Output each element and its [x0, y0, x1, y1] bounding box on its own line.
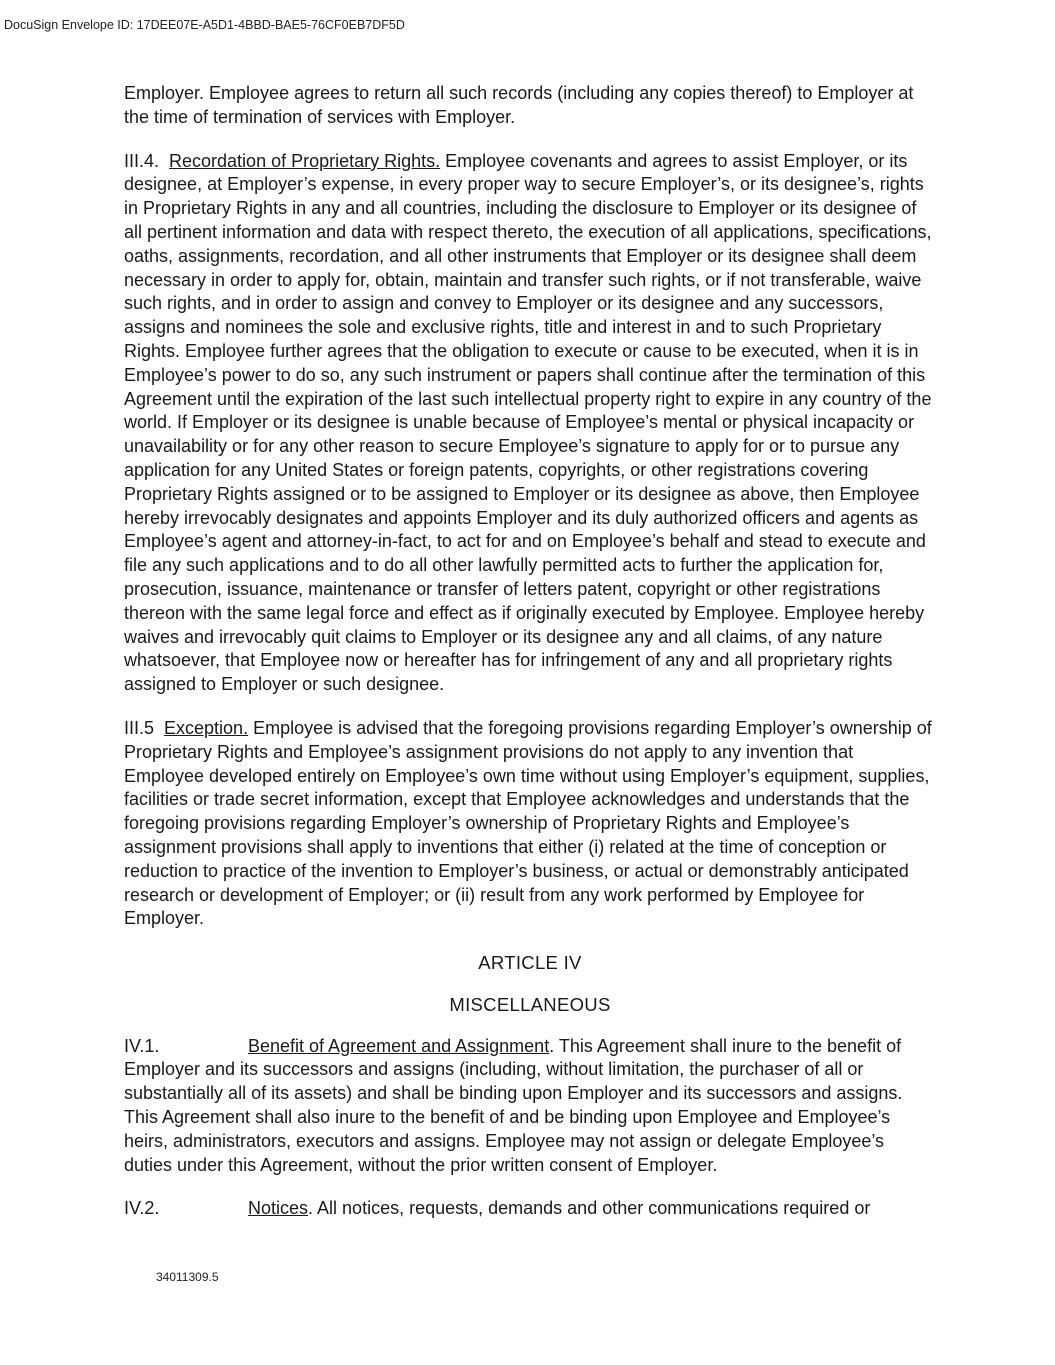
article-title: ARTICLE IV	[478, 952, 582, 974]
section-iii-5	[124, 717, 936, 931]
document-number: 34011309.5	[156, 1270, 219, 1284]
section-number: IV.2.	[124, 1198, 160, 1219]
section-body: Employee covenants and agrees to assist Employer, or its designee, at Employer’s expense, in every proper way to secure Employer’s, or its designee’s, rights in Proprietary Rights in any and all countries, including the disclosure to Employer or its designee of all pertinent information and data with respect thereto, the execution of all applications, specifications, oaths, assignments, recordation, and all other instruments that Employer or its designee shall deem necessary in order to apply for, obtain, maintain and transfer such rights, or if not transferable, waive such rights, and in order to assign and convey to Employer or its designee and any successors, assigns and nominees the sole and exclusive rights, title and interest in and to such Proprietary Rights. Employee further agrees that the obligation to execute or cause to be executed, when it is in Employee’s power to do so, any such instrument or papers shall continue after the termination of this Agreement until the expiration of the last such intellectual property right to expire in any country of the world. If Employer or its designee is unable because of Employee’s mental or physical incapacity or unavailability or for any other reason to secure Employee’s signature to apply for or to pursue any application for any United States or foreign patents, copyrights, or other registrations covering Proprietary Rights assigned or to be assigned to Employer or its designee as above, then Employee hereby irrevocably designates and appoints Employer and its duly authorized officers and agents as Employee’s agent and attorney-in-fact, to act for and on Employee’s behalf and stead to execute and file any such applications and to do all other lawfully permitted acts to further the application for, prosecution, issuance, maintenance or transfer of letters patent, copyright or other registrations thereon with the same legal force and effect as if originally executed by Employee. Employee hereby waives and irrevocably quit claims to Employer or its designee any and all claims, of any nature whatsoever, that Employee now or hereafter has for infringement of any and all proprietary rights assigned to Employer or such designee.	[124, 150, 932, 695]
section-iv-1	[124, 1035, 936, 1178]
section-body: . All notices, requests, demands and other communications required or	[308, 1198, 871, 1219]
document-body	[124, 82, 936, 1241]
article-subtitle: MISCELLANEOUS	[449, 993, 611, 1015]
section-number: III.4.	[124, 150, 160, 171]
section-heading: Benefit of Agreement and Assignment	[248, 1035, 550, 1056]
section-iv-2	[124, 1197, 936, 1221]
section-iii-4	[124, 150, 936, 697]
section-heading: Notices	[248, 1198, 309, 1219]
section-number: IV.1.	[124, 1035, 160, 1056]
section-heading: Exception.	[164, 717, 249, 738]
section-body: . This Agreement shall inure to the benefit of Employer and its successors and assigns (including, without limitation, the purchaser of all or substantially all of its assets) and shall be binding upon Employer and its successors and assigns. This Agreement shall also inure to the benefit of and be binding upon Employee and Employee’s heirs, administrators, executors and assigns. Employee may not assign or delegate Employee’s duties under this Agreement, without the prior written consent of Employer.	[124, 1035, 903, 1175]
envelope-id: DocuSign Envelope ID: 17DEE07E-A5D1-4BBD-BAE5-76CF0EB7DF5D	[4, 18, 405, 32]
section-body: Employee is advised that the foregoing provisions regarding Employer’s ownership of Proprietary Rights and Employee’s assignment provisions do not apply to any invention that Employee developed entirely on Employee’s own time without using Employer’s equipment, supplies, facilities or trade secret information, except that Employee acknowledges and understands that the foregoing provisions regarding Employer’s ownership of Proprietary Rights and Employee’s assignment provisions shall apply to inventions that either (i) related at the time of conception or reduction to practice of the invention to Employer’s business, or actual or demonstrably anticipated research or development of Employer; or (ii) result from any work performed by Employee for Employer.	[124, 717, 932, 929]
section-heading: Recordation of Proprietary Rights.	[169, 150, 441, 171]
section-number: III.5	[124, 717, 155, 738]
paragraph-intro: Employer. Employee agrees to return all such records (including any copies thereof) to Employer at the time of termination of services with Employer.	[124, 83, 914, 127]
